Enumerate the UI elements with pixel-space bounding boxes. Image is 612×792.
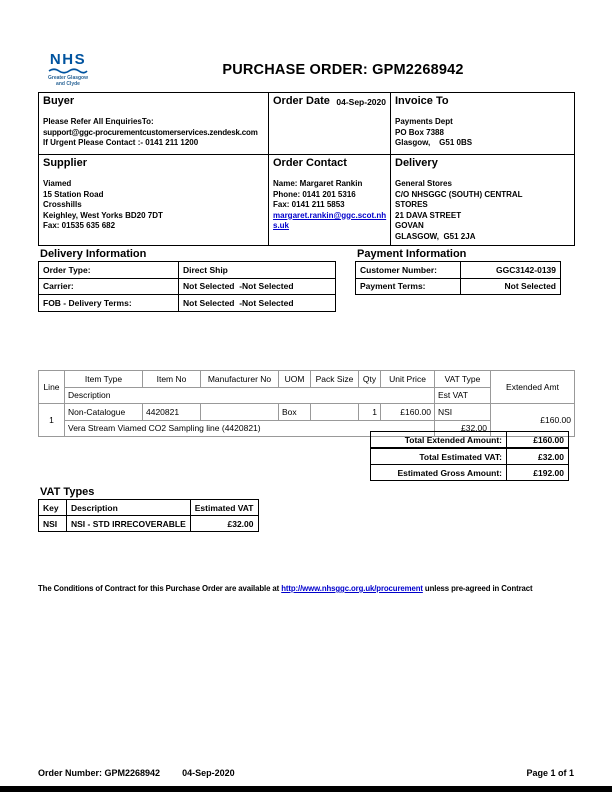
gross-amount-label: Estimated Gross Amount:	[371, 465, 507, 481]
page-footer	[38, 768, 574, 778]
buyer-line-contact: If Urgent Please Contact :- 0141 211 1200	[43, 138, 199, 148]
conditions-text	[38, 584, 598, 593]
item-unit-price: £160.00	[381, 404, 435, 421]
delivery-info-value: Not Selected -Not Selected	[179, 278, 336, 295]
invoice-to-heading: Invoice To	[395, 95, 449, 107]
items-table	[38, 370, 575, 437]
vat-types-row	[39, 516, 259, 532]
invoice-to-cell	[391, 93, 575, 155]
vat-types-header-row	[39, 500, 259, 516]
buyer-cell	[39, 93, 269, 155]
item-manufacturer-no	[201, 404, 279, 421]
order-contact-heading: Order Contact	[273, 157, 347, 169]
delivery-cell	[391, 155, 575, 246]
nhs-logo-text: NHS	[49, 51, 87, 68]
vat-header-estimated-vat: Estimated VAT	[190, 500, 258, 516]
payment-info-row	[356, 278, 561, 295]
order-contact-phone: Phone: 0141 201 5316	[273, 189, 356, 199]
items-header-est-vat: Est VAT	[435, 387, 491, 404]
items-header-unit-price: Unit Price	[381, 371, 435, 388]
items-header-manufacturer-no: Manufacturer No	[201, 371, 279, 388]
totals-table	[370, 448, 569, 481]
items-header-uom: UOM	[279, 371, 311, 388]
delivery-info-label: Order Type:	[39, 262, 179, 279]
total-extended-label: Total Extended Amount:	[371, 432, 507, 448]
delivery-info-row	[39, 262, 336, 279]
order-contact-cell	[269, 155, 391, 246]
buyer-line-1: Please Refer All EnquiriesTo:	[43, 117, 154, 126]
order-date-value: 04-Sep-2020	[336, 97, 386, 107]
delivery-info-value: Not Selected -Not Selected	[179, 295, 336, 312]
item-line-no: 1	[39, 404, 65, 437]
payment-info-label: Payment Terms:	[356, 278, 461, 295]
order-date-cell	[269, 93, 391, 155]
invoice-line-2: PO Box 7388	[395, 127, 444, 137]
delivery-heading: Delivery	[395, 157, 438, 169]
gross-amount-value: £192.00	[507, 465, 569, 481]
delivery-info-heading: Delivery Information	[40, 248, 147, 260]
payment-info-label: Customer Number:	[356, 262, 461, 279]
total-vat-value: £32.00	[507, 449, 569, 465]
items-header-qty: Qty	[359, 371, 381, 388]
item-no: 4420821	[143, 404, 201, 421]
payment-info-row	[356, 262, 561, 279]
item-pack-size	[311, 404, 359, 421]
item-uom: Box	[279, 404, 311, 421]
total-vat-row	[371, 449, 569, 465]
delivery-line-2: C/O NHSGGC (SOUTH) CENTRAL	[395, 189, 523, 199]
items-header-vat-type: VAT Type	[435, 371, 491, 388]
total-extended-row	[370, 431, 569, 448]
items-header-item-type: Item Type	[65, 371, 143, 388]
footer-date: 04-Sep-2020	[182, 768, 235, 778]
delivery-line-4: 21 DAVA STREET	[395, 210, 462, 220]
payment-info-heading: Payment Information	[357, 248, 467, 260]
delivery-info-value: Direct Ship	[179, 262, 336, 279]
supplier-heading: Supplier	[43, 157, 88, 169]
order-contact-name: Name: Margaret Rankin	[273, 179, 363, 188]
footer-order-number: Order Number: GPM2268942	[38, 768, 161, 778]
item-vat-type: NSI	[435, 404, 491, 421]
delivery-line-5: GOVAN	[395, 221, 424, 231]
page-title: PURCHASE ORDER: GPM2268942	[222, 62, 464, 78]
order-contact-email-link[interactable]: margaret.rankin@ggc.scot.nhs.uk	[273, 210, 387, 231]
items-header-item-no: Item No	[143, 371, 201, 388]
supplier-line-2: 15 Station Road	[43, 189, 104, 199]
supplier-line-4: Keighley, West Yorks BD20 7DT	[43, 210, 163, 220]
total-vat-label: Total Estimated VAT:	[371, 449, 507, 465]
supplier-line-3: Crosshills	[43, 200, 82, 210]
items-header-line: Line	[39, 371, 65, 404]
delivery-info-row	[39, 278, 336, 295]
gross-amount-row	[371, 465, 569, 481]
conditions-prefix: The Conditions of Contract for this Purchase Order are available at	[38, 584, 282, 593]
invoice-line-1: Payments Dept	[395, 117, 453, 126]
delivery-line-6: GLASGOW, G51 2JA	[395, 231, 476, 241]
buyer-heading: Buyer	[43, 95, 75, 107]
vat-estimated-value: £32.00	[190, 516, 258, 532]
items-header-extended-amt: Extended Amt	[491, 371, 575, 404]
vat-types-table	[38, 499, 259, 532]
items-header-description: Description	[65, 387, 435, 404]
vat-header-key: Key	[39, 500, 67, 516]
item-type: Non-Catalogue	[65, 404, 143, 421]
vat-key: NSI	[39, 516, 67, 532]
page-bottom-bar	[0, 786, 612, 792]
nhs-logo-org: Greater Glasgow and Clyde	[47, 75, 88, 87]
payment-info-table	[355, 261, 561, 295]
vat-types-heading: VAT Types	[40, 486, 95, 498]
conditions-suffix: unless pre-agreed in Contract	[422, 584, 533, 593]
header-table	[38, 92, 575, 246]
items-header-row-1	[39, 371, 575, 388]
total-extended-value: £160.00	[507, 432, 569, 448]
vat-header-description: Description	[67, 500, 191, 516]
supplier-cell	[39, 155, 269, 246]
delivery-line-3: STORES	[395, 200, 428, 210]
order-date-label: Order Date	[273, 95, 330, 107]
item-description: Vera Stream Viamed CO2 Sampling line (4420821)	[65, 420, 435, 437]
payment-info-value: Not Selected	[461, 278, 561, 295]
items-header-pack-size: Pack Size	[311, 371, 359, 388]
item-est-vat: £32.00	[435, 420, 491, 437]
item-row	[39, 404, 575, 421]
invoice-line-3: Glasgow, G51 0BS	[395, 138, 473, 148]
delivery-info-row	[39, 295, 336, 312]
buyer-line-email: support@ggc-procurementcustomerservices.zendesk.com	[43, 127, 258, 137]
delivery-line-1: General Stores	[395, 179, 452, 188]
vat-description: NSI - STD IRRECOVERABLE	[67, 516, 191, 532]
delivery-info-label: Carrier:	[39, 278, 179, 295]
delivery-info-table	[38, 261, 336, 312]
supplier-fax: Fax: 01535 635 682	[43, 221, 116, 231]
supplier-line-1: Viamed	[43, 179, 72, 188]
item-qty: 1	[359, 404, 381, 421]
item-extended-amt: £160.00	[491, 404, 575, 437]
delivery-info-label: FOB - Delivery Terms:	[39, 295, 179, 312]
footer-page-number: Page 1 of 1	[526, 768, 574, 778]
order-contact-fax: Fax: 0141 211 5853	[273, 200, 345, 210]
payment-info-value: GGC3142-0139	[461, 262, 561, 279]
procurement-link[interactable]: http://www.nhsggc.org.uk/procurement	[281, 584, 423, 593]
